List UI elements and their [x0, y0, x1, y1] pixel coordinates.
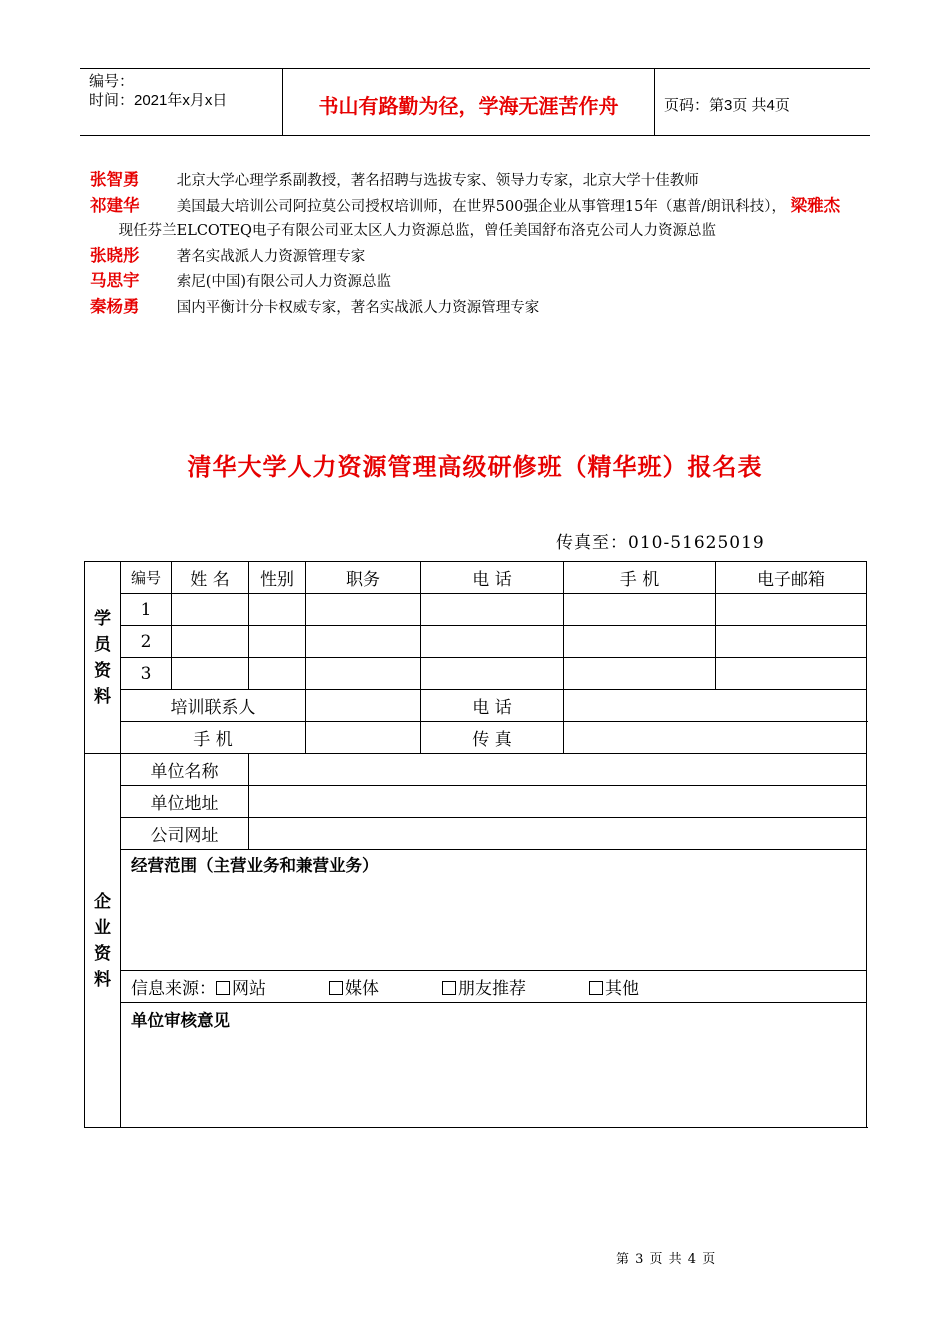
- mobile-cell[interactable]: [564, 594, 716, 626]
- header-page-label: 页码：第3页 共4页: [664, 96, 790, 114]
- info-source-row: [121, 971, 867, 1003]
- row-number: 1: [121, 594, 172, 626]
- review-field[interactable]: [121, 1003, 867, 1128]
- phone-cell[interactable]: [421, 658, 564, 690]
- mobile-field[interactable]: [306, 722, 421, 754]
- table-row: [85, 594, 867, 626]
- instructor-desc: 现任芬兰ELCOTEQ电子有限公司亚太区人力资源总监，曾任美国舒布洛克公司人力资源总监: [118, 223, 716, 239]
- instructor-list: [90, 168, 865, 320]
- contact-phone-field[interactable]: [564, 690, 867, 722]
- contact-label: 培训联系人: [121, 690, 306, 722]
- checkbox-website[interactable]: [216, 981, 230, 995]
- email-cell[interactable]: [716, 626, 867, 658]
- column-header: 姓 名: [172, 562, 249, 594]
- name-cell[interactable]: [172, 594, 249, 626]
- column-header: 性别: [249, 562, 306, 594]
- position-cell[interactable]: [306, 594, 421, 626]
- form-title: 清华大学人力资源管理高级研修班（精华班）报名表: [187, 453, 763, 481]
- instructor-desc: 索尼(中国)有限公司人力资源总监: [176, 274, 392, 290]
- phone-cell[interactable]: [421, 594, 564, 626]
- instructor-desc: 美国最大培训公司阿拉莫公司授权培训师，在世界500强企业从事管理15年（惠普/朗讯科技），: [176, 198, 786, 215]
- contact-field[interactable]: [306, 690, 421, 722]
- header-motto: 书山有路勤为径，学海无涯苦作舟: [283, 69, 655, 135]
- column-header: 电 话: [421, 562, 564, 594]
- fax-label: 传 真: [421, 722, 564, 754]
- info-source-label: 信息来源：: [131, 979, 216, 999]
- company-url-label: 公司网址: [121, 818, 249, 850]
- column-header: 职务: [306, 562, 421, 594]
- student-section-label: 学 员 资 料: [85, 562, 121, 754]
- instructor-name: 张晓彤: [90, 245, 140, 265]
- fax-number: 传真至：010-51625019: [556, 533, 765, 553]
- checkbox-friend[interactable]: [442, 981, 456, 995]
- source-other: 其他: [605, 979, 639, 999]
- unit-address-label: 单位地址: [121, 786, 249, 818]
- instructor-desc: 国内平衡计分卡权威专家，著名实战派人力资源管理专家: [176, 299, 540, 316]
- table-row: [85, 658, 867, 690]
- instructor-item: [90, 295, 865, 321]
- gender-cell[interactable]: [249, 658, 306, 690]
- checkbox-media[interactable]: [329, 981, 343, 995]
- header-meta: [80, 69, 283, 135]
- instructor-name: 张智勇: [90, 170, 140, 189]
- checkbox-other[interactable]: [589, 981, 603, 995]
- column-header: 编号: [121, 562, 172, 594]
- mobile-cell[interactable]: [564, 626, 716, 658]
- unit-name-label: 单位名称: [121, 754, 249, 786]
- email-cell[interactable]: [716, 658, 867, 690]
- mobile-cell[interactable]: [564, 658, 716, 690]
- footer-page-number: 第 3 页 共 4 页: [616, 1252, 717, 1267]
- name-cell[interactable]: [172, 626, 249, 658]
- gender-cell[interactable]: [249, 626, 306, 658]
- number-label: 编号：: [89, 73, 135, 90]
- position-cell[interactable]: [306, 626, 421, 658]
- source-media: 媒体: [345, 979, 379, 999]
- business-scope-label: 经营范围（主营业务和兼营业务）: [131, 856, 379, 875]
- unit-name-field[interactable]: [249, 754, 867, 786]
- instructor-name: 祁建华: [90, 195, 140, 215]
- business-scope-field[interactable]: [121, 850, 867, 971]
- mobile-label: 手 机: [121, 722, 306, 754]
- source-friend: 朋友推荐: [458, 979, 526, 999]
- phone-cell[interactable]: [421, 626, 564, 658]
- company-section-label: 企 业 资 料: [85, 754, 121, 1128]
- contact-phone-label: 电 话: [421, 690, 564, 722]
- source-website: 网站: [232, 979, 266, 999]
- email-cell[interactable]: [716, 594, 867, 626]
- instructor-name: 梁雅杰: [790, 195, 841, 215]
- instructor-item: [90, 194, 865, 244]
- instructor-item: [90, 244, 865, 270]
- company-url-field[interactable]: [249, 818, 867, 850]
- instructor-desc: 著名实战派人力资源管理专家: [176, 248, 366, 265]
- review-label: 单位审核意见: [131, 1011, 230, 1030]
- instructor-name: 马思宇: [90, 271, 140, 290]
- row-number: 2: [121, 626, 172, 658]
- time-label: 时间：2021年x月x日: [89, 92, 228, 109]
- position-cell[interactable]: [306, 658, 421, 690]
- column-header: 手 机: [564, 562, 716, 594]
- name-cell[interactable]: [172, 658, 249, 690]
- unit-address-field[interactable]: [249, 786, 867, 818]
- instructor-item: [90, 168, 865, 194]
- table-row: [85, 626, 867, 658]
- page-header: [80, 68, 870, 136]
- instructor-item: [90, 269, 865, 295]
- gender-cell[interactable]: [249, 594, 306, 626]
- column-header: 电子邮箱: [716, 562, 867, 594]
- instructor-desc: 北京大学心理学系副教授，著名招聘与选拔专家、领导力专家，北京大学十佳教师: [176, 173, 699, 189]
- instructor-name: 秦杨勇: [90, 296, 140, 316]
- registration-form: [84, 561, 867, 1128]
- fax-field[interactable]: [564, 722, 867, 754]
- row-number: 3: [121, 658, 172, 690]
